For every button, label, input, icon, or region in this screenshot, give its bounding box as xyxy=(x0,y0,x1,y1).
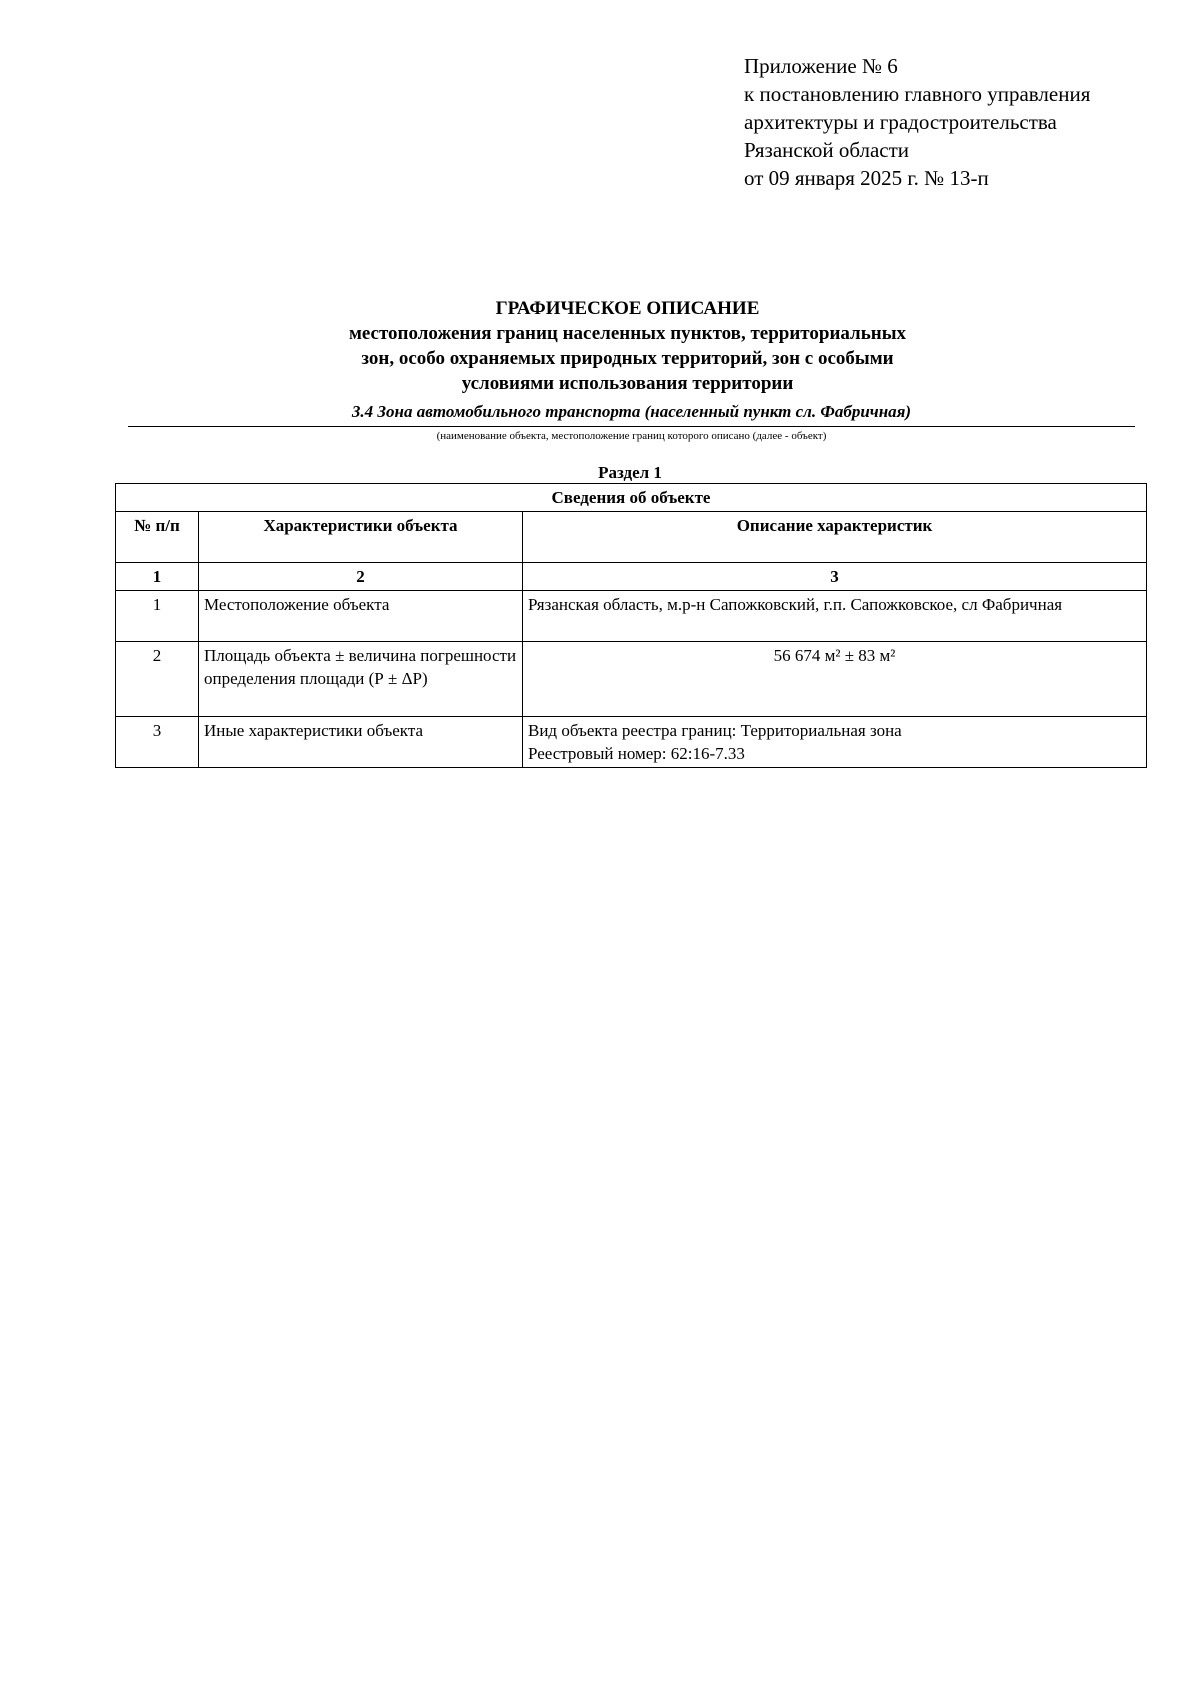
appendix-line: Рязанской области xyxy=(744,138,910,162)
row-description: Рязанская область, м.р-н Сапожковский, г.п. Сапожковское, сл Фабричная xyxy=(523,591,1147,642)
row-characteristic: Площадь объекта ± величина погрешности определения площади (Р ± ΔР) xyxy=(199,642,523,717)
section-title: Раздел 1 xyxy=(598,463,662,482)
title-sub-line: условиями использования территории xyxy=(461,373,794,394)
object-info-table xyxy=(115,483,1147,768)
table-row xyxy=(116,642,1147,717)
appendix-line: Приложение № 6 xyxy=(744,54,898,78)
appendix-line: к постановлению главного управления xyxy=(744,82,1091,106)
row-number: 3 xyxy=(116,717,199,768)
column-number-row xyxy=(116,563,1147,591)
table-caption: Сведения об объекте xyxy=(116,484,1147,512)
column-number: 1 xyxy=(116,563,199,591)
document-title xyxy=(120,296,1135,396)
header-number: № п/п xyxy=(116,512,199,563)
object-name: 3.4 Зона автомобильного транспорта (населенный пункт сл. Фабричная) xyxy=(351,402,912,421)
appendix-line: архитектуры и градостроительства xyxy=(744,110,1057,134)
title-sub-line: зон, особо охраняемых природных территорий, зон с особыми xyxy=(361,348,894,369)
table-row xyxy=(116,591,1147,642)
row-description-line: Вид объекта реестра границ: Территориальная зона xyxy=(528,721,902,740)
column-number: 3 xyxy=(523,563,1147,591)
header-description: Описание характеристик xyxy=(523,512,1147,563)
row-description xyxy=(523,717,1147,768)
object-name-underline xyxy=(128,426,1135,427)
row-characteristic: Иные характеристики объекта xyxy=(199,717,523,768)
header-characteristic: Характеристики объекта xyxy=(199,512,523,563)
table-caption-row xyxy=(116,484,1147,512)
row-number: 2 xyxy=(116,642,199,717)
table-row xyxy=(116,717,1147,768)
row-characteristic: Местоположение объекта xyxy=(199,591,523,642)
object-caption: (наименование объекта, местоположение границ которого описано (далее - объект) xyxy=(436,430,827,442)
table-header-row xyxy=(116,512,1147,563)
row-number: 1 xyxy=(116,591,199,642)
appendix-header xyxy=(744,52,1090,192)
row-description-line: Реестровый номер: 62:16-7.33 xyxy=(528,744,745,763)
column-number: 2 xyxy=(199,563,523,591)
title-sub-line: местоположения границ населенных пунктов, территориальных xyxy=(348,323,907,344)
title-main: ГРАФИЧЕСКОЕ ОПИСАНИЕ xyxy=(495,298,760,319)
appendix-line: от 09 января 2025 г. № 13-п xyxy=(744,166,989,190)
row-description: 56 674 м² ± 83 м² xyxy=(523,642,1147,717)
